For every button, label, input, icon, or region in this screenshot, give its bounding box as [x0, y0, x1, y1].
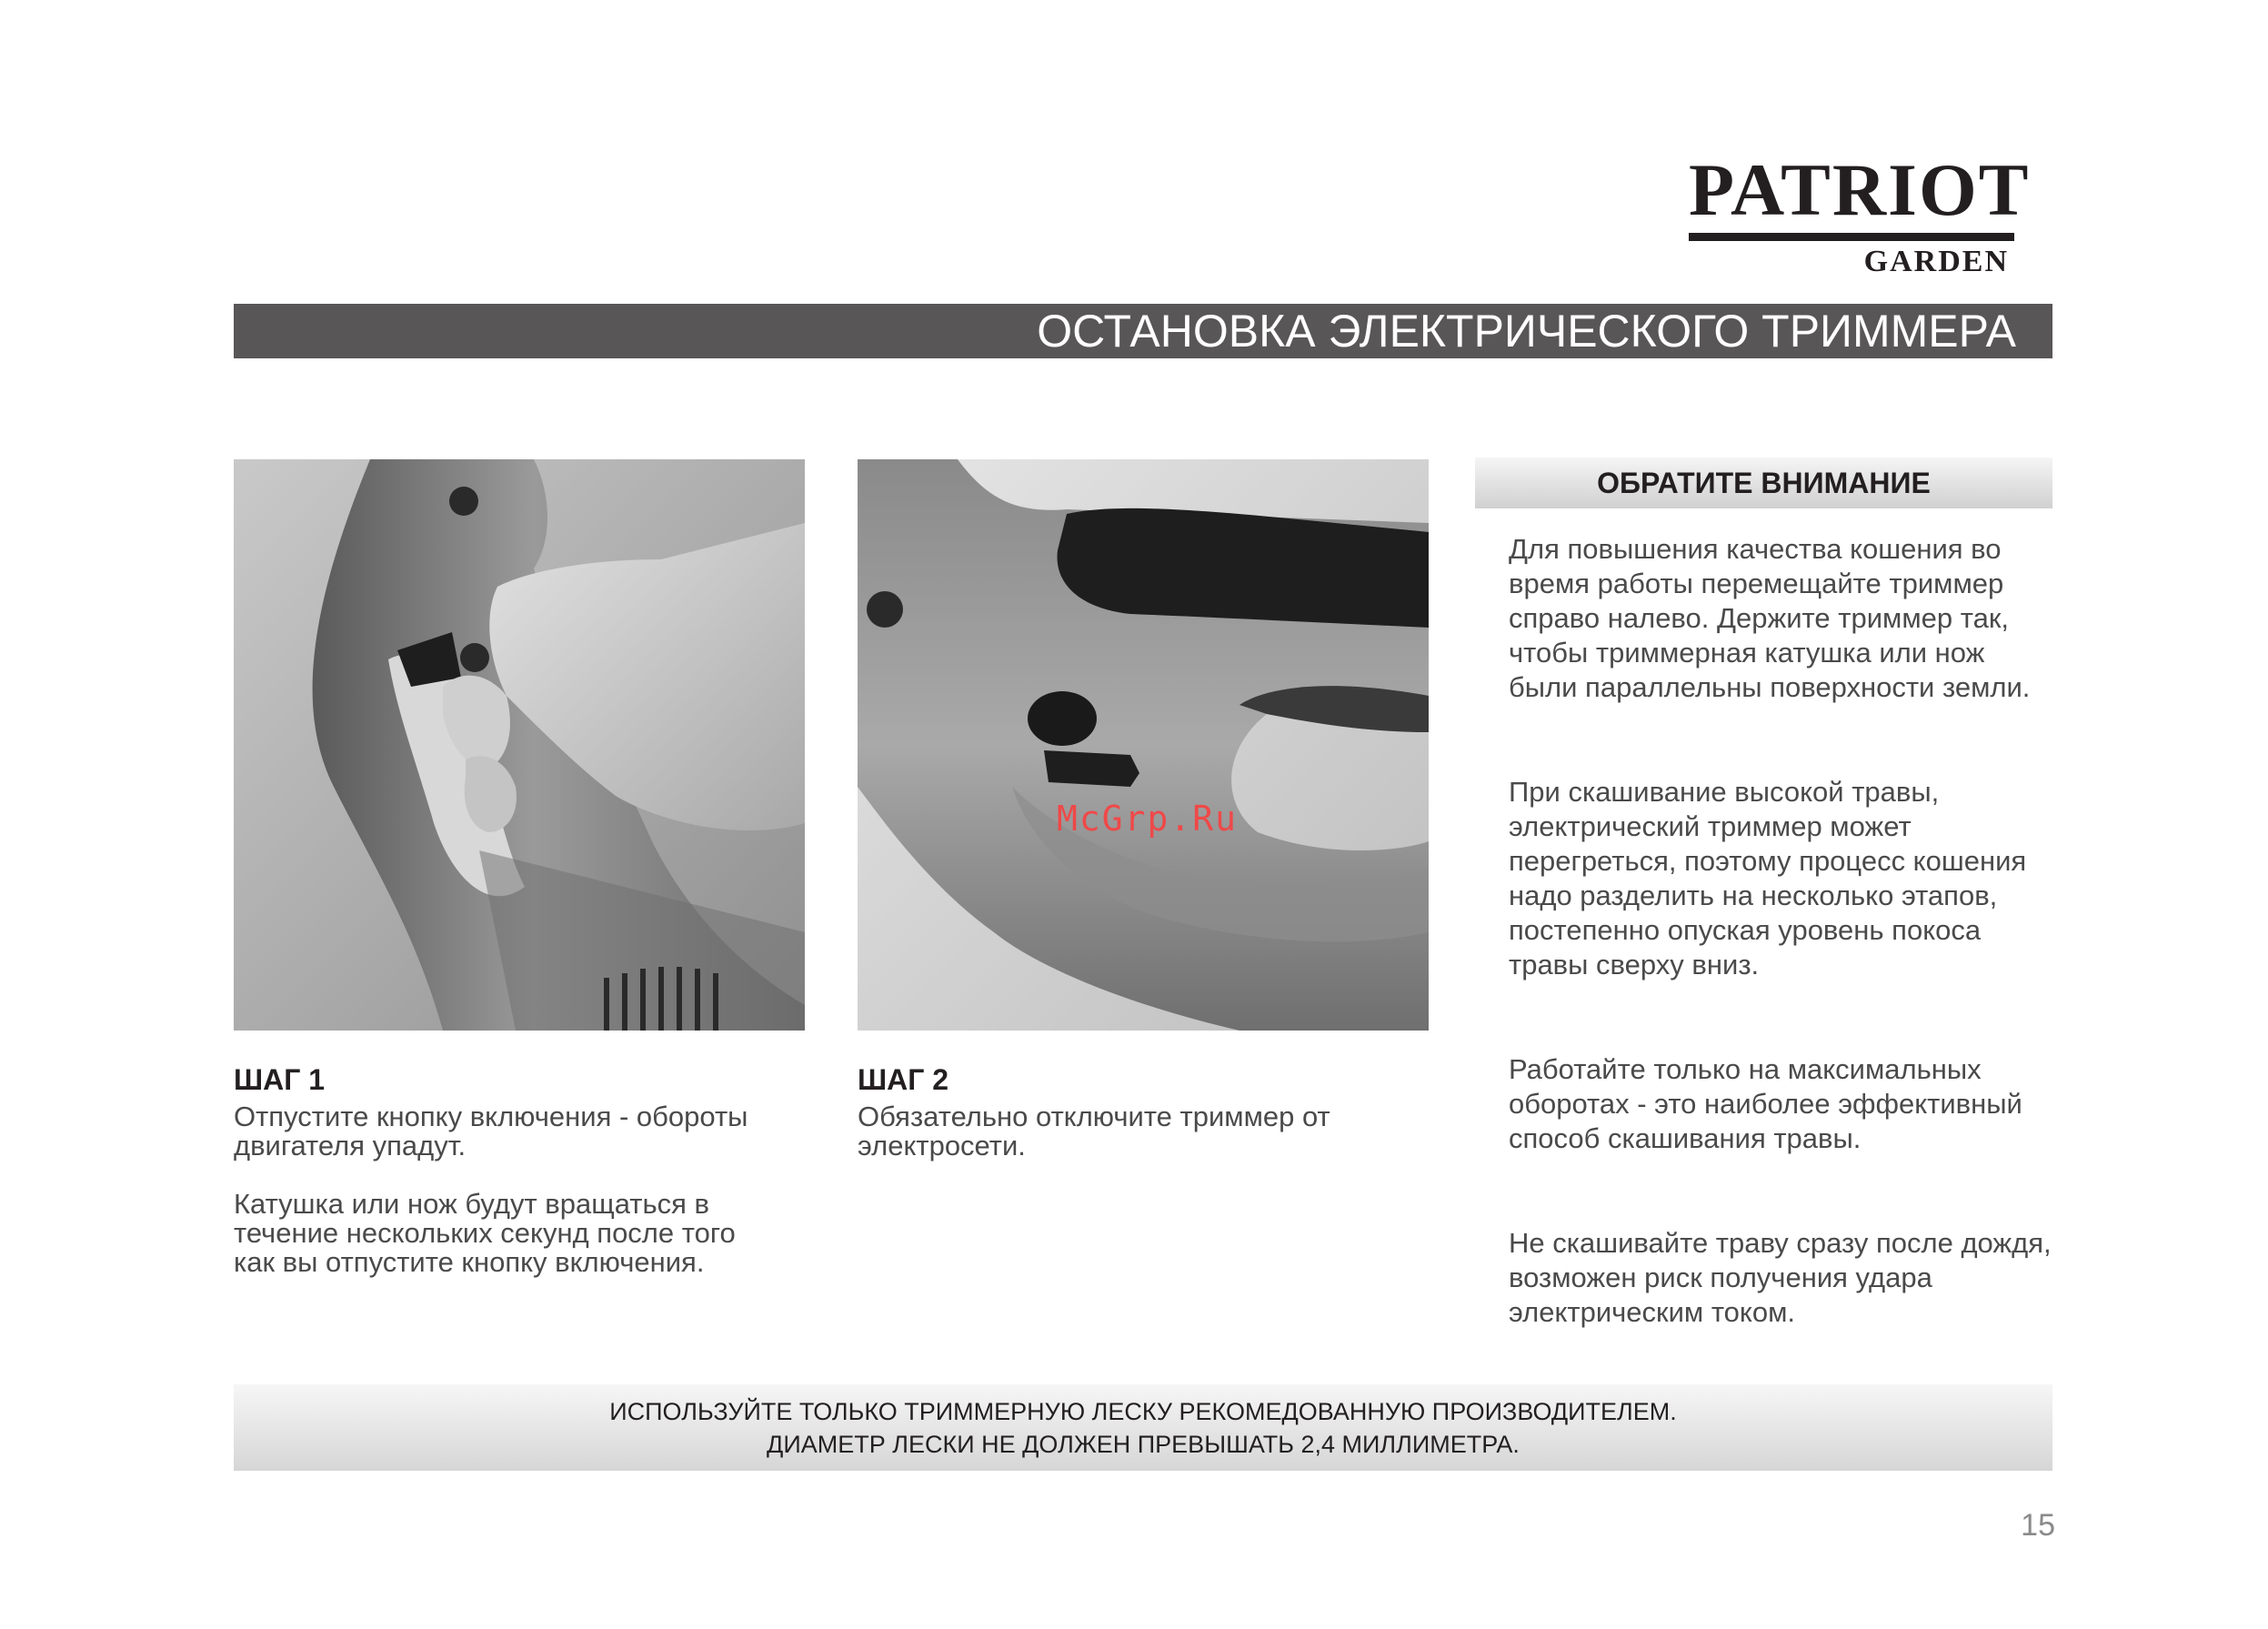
- step2-para1: Обязательно отключите триммер от электросети.: [858, 1101, 1330, 1161]
- step1-para2: Катушка или нож будут вращаться в течение нескольких секунд после того как вы отпустите кнопку включения.: [234, 1188, 736, 1278]
- step2-title: ШАГ 2: [858, 1063, 949, 1096]
- logo-rule: [1689, 233, 2014, 241]
- step2-photo: [858, 459, 1429, 1031]
- page-title: ОСТАНОВКА ЭЛЕКТРИЧЕСКОГО ТРИММЕРА: [234, 304, 2052, 358]
- step1-photo: [234, 459, 805, 1031]
- watermark: McGrp.Ru: [1057, 799, 1239, 839]
- notice-paragraph-3: Работайте только на максимальных оборотах - это наиболее эффективный способ скашивания травы.: [1509, 1053, 2022, 1154]
- notice-paragraph-1: Для повышения качества кошения во время работы перемещайте триммер справо налево. Держите триммер так, чтобы триммерная катушка или нож были параллельны поверхности земли.: [1509, 533, 2031, 703]
- logo-sub-text: GARDEN: [1863, 245, 2009, 278]
- notice-paragraph-4: Не скашивайте траву сразу после дождя, возможен риск получения удара электрическим током.: [1509, 1227, 2052, 1328]
- footer-line-1: ИСПОЛЬЗУЙТЕ ТОЛЬКО ТРИММЕРНУЮ ЛЕСКУ РЕКОМЕДОВАННУЮ ПРОИЗВОДИТЕЛЕМ.: [609, 1398, 1677, 1425]
- logo-brand-text: PATRIOT: [1689, 148, 2031, 231]
- step1-para1: Отпустите кнопку включения - обороты двигателя упадут.: [234, 1101, 748, 1161]
- step1-title: ШАГ 1: [234, 1063, 326, 1096]
- notice-title: ОБРАТИТЕ ВНИМАНИЕ: [1475, 458, 2052, 508]
- notice-paragraph-2: При скашивание высокой травы, электрический триммер может перегреться, поэтому процесс кошения надо разделить на несколько этапов, постепенно опуская уровень покоса травы сверху вниз.: [1509, 776, 2027, 980]
- footer-warning: [234, 1384, 2052, 1471]
- brand-logo: [1689, 148, 2031, 279]
- page-number: 15: [2021, 1508, 2055, 1543]
- footer-line-2: ДИАМЕТР ЛЕСКИ НЕ ДОЛЖЕН ПРЕВЫШАТЬ 2,4 МИЛЛИМЕТРА.: [767, 1431, 1520, 1458]
